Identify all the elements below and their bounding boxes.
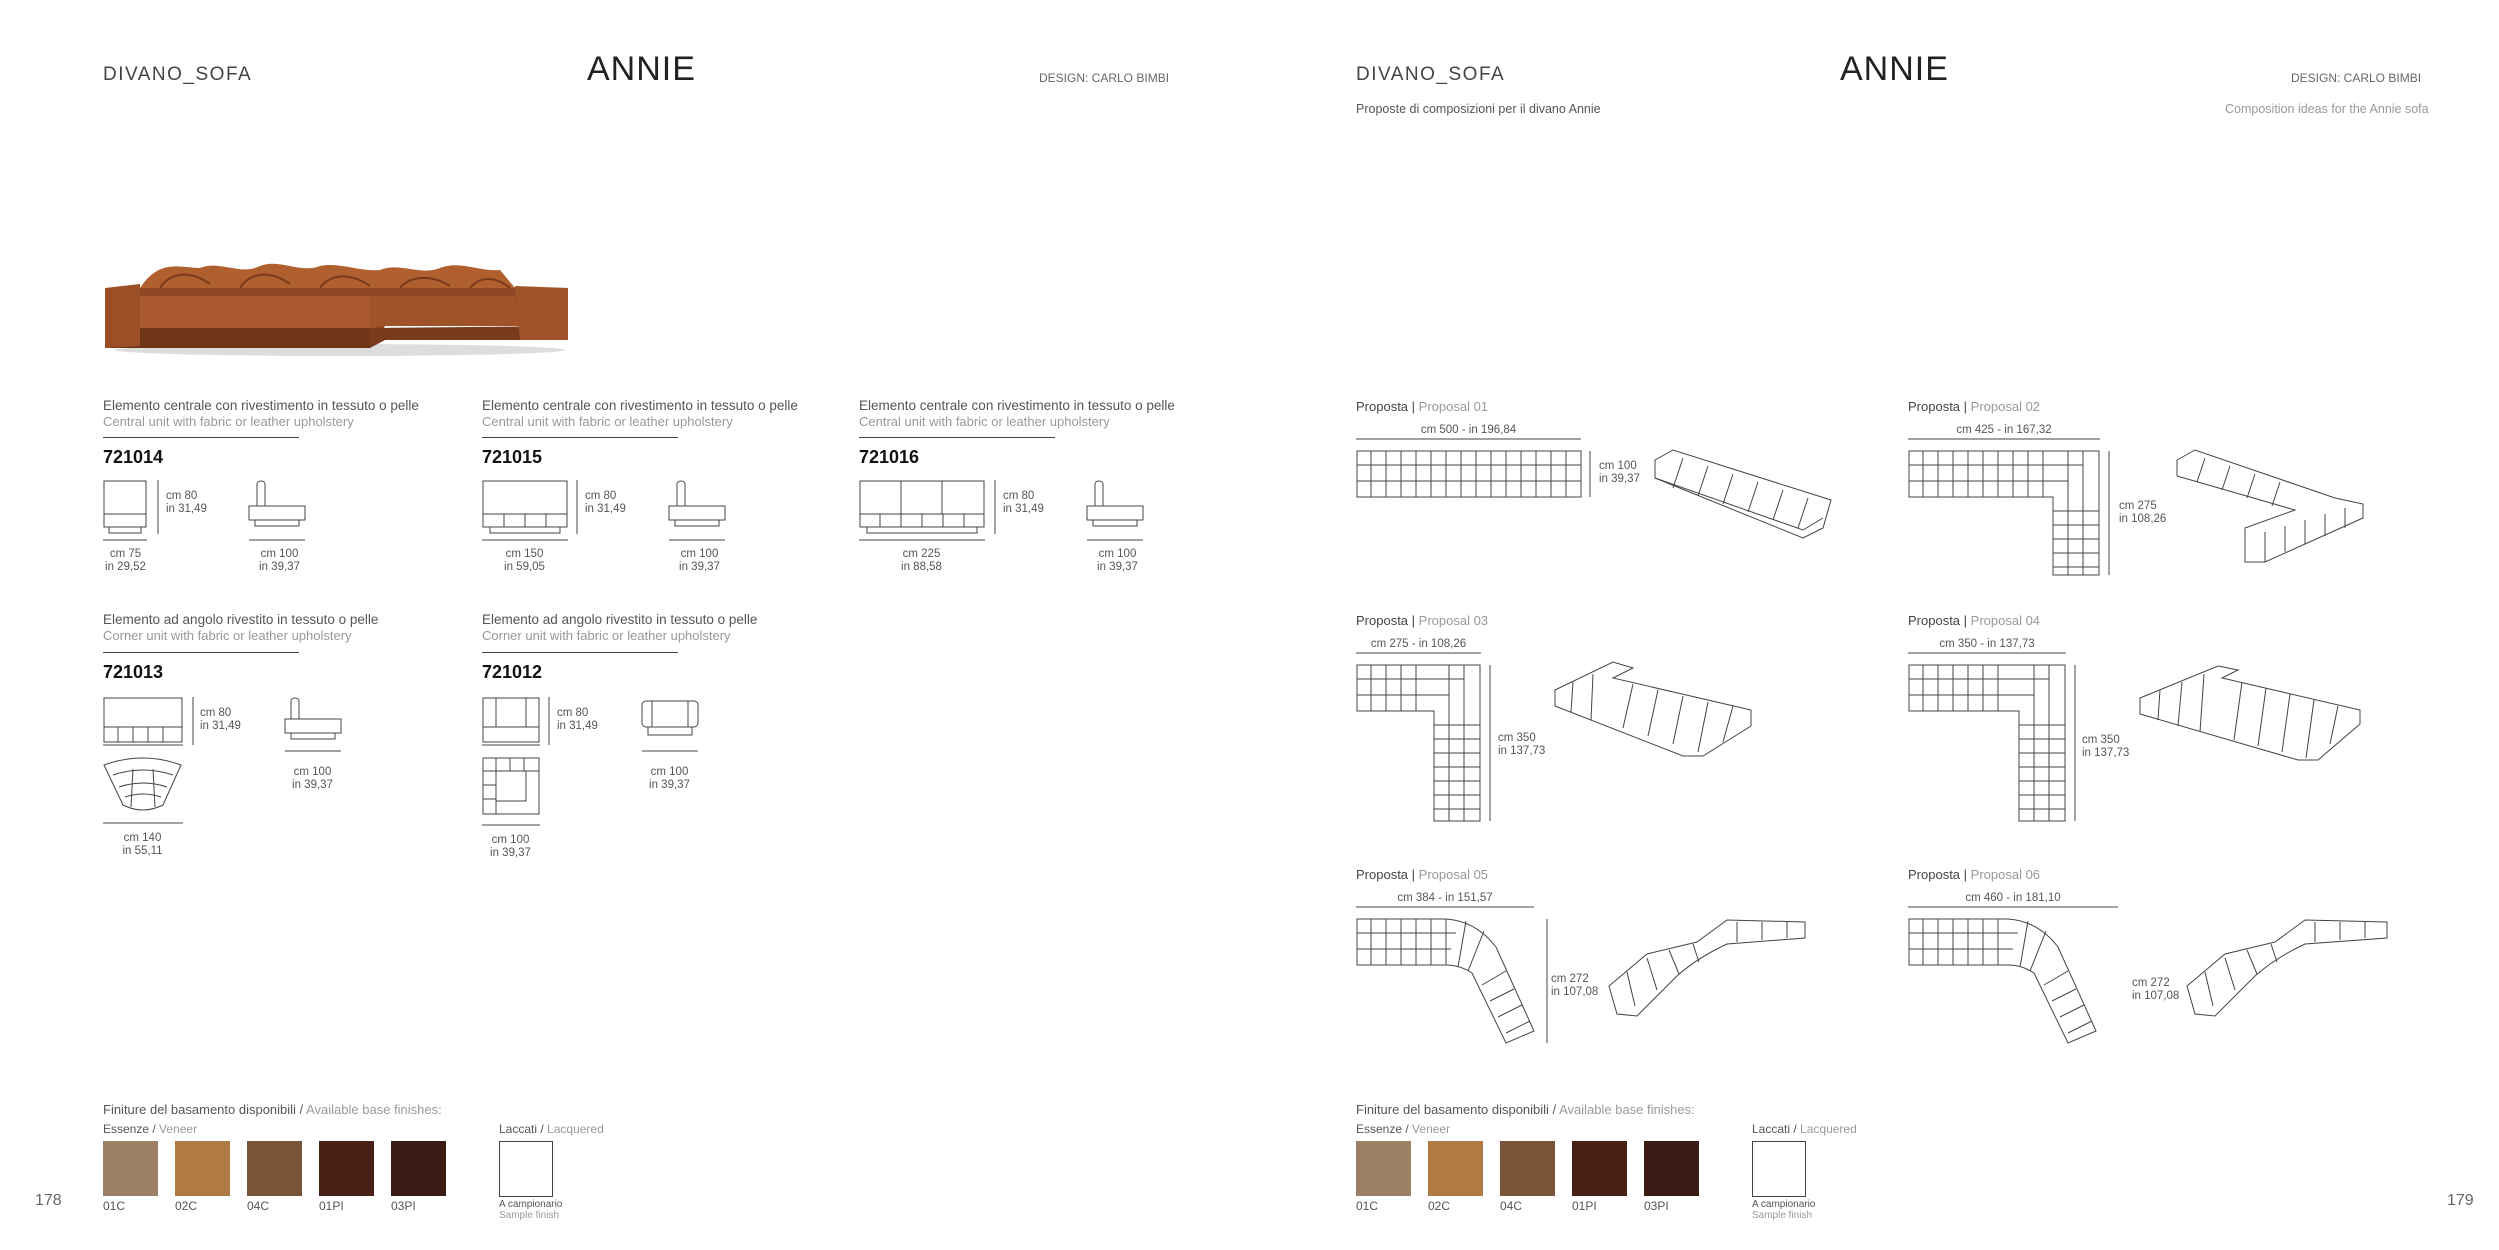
proposal-side-in: in 137,73: [1498, 745, 1546, 757]
proposal-side-cm: cm 272: [2132, 977, 2170, 989]
proposal-top-dim: cm 500 - in 196,84: [1420, 424, 1517, 436]
proposal-plan-drawing: [1356, 907, 1551, 1047]
finish-swatch-02c: [1428, 1141, 1483, 1196]
unit-height-cm: cm 80: [1003, 490, 1035, 502]
unit-front-drawing: [103, 697, 188, 747]
proposal-side-cm: cm 350: [1498, 732, 1536, 744]
finish-swatch-label: 02C: [1428, 1199, 1451, 1213]
unit-side-drawing: [1085, 480, 1147, 540]
unit-height-cm: cm 80: [166, 490, 198, 502]
proposal-plan-drawing: [1908, 907, 2113, 1047]
proposal-label: [1908, 399, 2040, 414]
unit-height-line: [190, 697, 200, 747]
page-number: 178: [35, 1192, 62, 1209]
page-number: 179: [2447, 1192, 2474, 1209]
sample-finish-it: A campionario: [499, 1199, 563, 1210]
finishes-title-en: Available base finishes:: [1559, 1102, 1695, 1117]
unit-desc-it: Elemento centrale con rivestimento in tessuto o pelle: [859, 398, 1175, 413]
proposal-label-it: Proposta |: [1356, 399, 1416, 414]
divider: [103, 652, 299, 653]
sofa-photo: [100, 248, 570, 358]
unit-width-cm: cm 75: [109, 548, 142, 560]
finish-swatch-01c: [103, 1141, 158, 1196]
unit-height-in: in 31,49: [166, 503, 207, 515]
lacquer-label: [1752, 1122, 1857, 1136]
unit-depth-cm: cm 100: [650, 766, 689, 778]
unit-code: 721013: [103, 662, 164, 682]
unit-desc-en: Central unit with fabric or leather upholstery: [859, 414, 1110, 429]
proposal-plan-drawing: [1908, 439, 2113, 579]
lacquer-swatch: [499, 1141, 553, 1197]
lacquer-label: [499, 1122, 604, 1136]
proposal-label-en: Proposal 05: [1418, 867, 1489, 882]
unit-code: 721016: [859, 447, 920, 467]
lacquer-label-it: Laccati /: [499, 1122, 544, 1136]
finish-swatch-label: 04C: [247, 1199, 270, 1213]
unit-desc-it: Elemento centrale con rivestimento in tessuto o pelle: [482, 398, 798, 413]
unit-width-cm: cm 150: [505, 548, 544, 560]
unit-depth-in: in 39,37: [292, 779, 333, 791]
unit-desc-en: Corner unit with fabric or leather upholstery: [482, 628, 731, 643]
unit-height-cm: cm 80: [585, 490, 617, 502]
right-page: [1250, 0, 2499, 1250]
proposal-label-it: Proposta |: [1908, 613, 1968, 628]
divider: [482, 652, 678, 653]
unit-side-drawing: [667, 480, 729, 540]
unit-depth-in: in 39,37: [1097, 561, 1138, 573]
finish-swatch-02c: [175, 1141, 230, 1196]
proposal-side-in: in 107,08: [1551, 986, 1599, 998]
unit-width-in: in 55,11: [122, 845, 163, 857]
unit-depth-in: in 39,37: [679, 561, 720, 573]
proposal-perspective-drawing: [1653, 448, 1833, 538]
unit-height-in: in 31,49: [585, 503, 626, 515]
proposal-side-cm: cm 100: [1599, 460, 1637, 472]
proposal-label-en: Proposal 01: [1418, 399, 1489, 414]
unit-front-drawing: [482, 697, 544, 747]
proposal-perspective-drawing: [1607, 918, 1807, 1018]
proposal-side-cm: cm 275: [2119, 500, 2157, 512]
proposal-label: [1908, 867, 2040, 882]
subtitle-en: Composition ideas for the Annie sofa: [2225, 102, 2429, 116]
unit-side-drawing: [640, 697, 702, 753]
finish-swatch-label: 03PI: [1644, 1199, 1669, 1213]
unit-height-in: in 31,49: [1003, 503, 1044, 515]
unit-side-drawing: [247, 480, 309, 540]
section-label: DIVANO_SOFA: [103, 64, 253, 85]
sample-finish-en: Sample finish: [499, 1210, 560, 1221]
unit-height-in: in 31,49: [557, 720, 598, 732]
proposal-plan-drawing: [1356, 653, 1496, 825]
proposal-side-cm: cm 350: [2082, 734, 2120, 746]
unit-code: 721015: [482, 447, 543, 467]
divider: [103, 437, 299, 438]
sample-finish-it: A campionario: [1752, 1199, 1816, 1210]
unit-width-in: in 88,58: [901, 561, 942, 573]
finish-swatch-03pi: [391, 1141, 446, 1196]
sample-finish: [499, 1199, 562, 1221]
section-label: DIVANO_SOFA: [1356, 64, 1506, 85]
finish-swatch-01c: [1356, 1141, 1411, 1196]
finish-swatch-01pi: [1572, 1141, 1627, 1196]
finishes-title-en: Available base finishes:: [306, 1102, 442, 1117]
unit-front-drawing: [859, 480, 989, 540]
proposal-top-dim: cm 384 - in 151,57: [1397, 892, 1493, 904]
finish-swatch-label: 01C: [1356, 1199, 1379, 1213]
unit-depth-cm: cm 100: [1098, 548, 1137, 560]
proposal-label-it: Proposta |: [1356, 867, 1416, 882]
product-title: ANNIE: [1840, 50, 1949, 88]
designer-label: DESIGN: CARLO BIMBI: [2291, 71, 2422, 85]
unit-height-cm: cm 80: [557, 707, 589, 719]
proposal-perspective-drawing: [2175, 448, 2365, 568]
proposal-label: [1908, 613, 2040, 628]
unit-depth-cm: cm 100: [293, 766, 332, 778]
proposal-perspective-drawing: [2138, 664, 2363, 764]
unit-depth-in: in 39,37: [259, 561, 300, 573]
proposal-side-in: in 39,37: [1599, 473, 1640, 485]
unit-height-line: [155, 480, 165, 535]
proposal-perspective-drawing: [2185, 918, 2390, 1018]
proposal-side-in: in 137,73: [2082, 747, 2130, 759]
proposal-label-it: Proposta |: [1908, 867, 1968, 882]
lacquer-swatch: [1752, 1141, 1806, 1197]
veneer-label-en: Veneer: [1412, 1122, 1451, 1136]
left-page: [0, 0, 1249, 1250]
proposal-label: [1356, 399, 1488, 414]
finish-swatch-04c: [1500, 1141, 1555, 1196]
finish-swatch-label: 02C: [175, 1199, 198, 1213]
proposal-top-dim: cm 460 - in 181,10: [1965, 892, 2061, 904]
finishes-title-it: Finiture del basamento disponibili /: [103, 1102, 304, 1117]
proposal-top-dim: cm 275 - in 108,26: [1370, 638, 1467, 650]
subtitle-it: Proposte di composizioni per il divano Annie: [1356, 102, 1601, 116]
unit-desc-it: Elemento ad angolo rivestito in tessuto o pelle: [482, 612, 758, 627]
proposal-label-en: Proposal 06: [1970, 867, 2041, 882]
unit-height-in: in 31,49: [200, 720, 241, 732]
unit-depth-cm: cm 100: [680, 548, 719, 560]
finish-swatch-label: 04C: [1500, 1199, 1523, 1213]
unit-desc-en: Corner unit with fabric or leather upholstery: [103, 628, 352, 643]
unit-width-cm: cm 100: [491, 834, 530, 846]
finish-swatch-04c: [247, 1141, 302, 1196]
finishes-title-it: Finiture del basamento disponibili /: [1356, 1102, 1557, 1117]
unit-side-drawing: [283, 697, 345, 753]
finish-swatch-label: 03PI: [391, 1199, 416, 1213]
lacquer-label-it: Laccati /: [1752, 1122, 1797, 1136]
proposal-perspective-drawing: [1553, 660, 1753, 760]
proposal-side-cm: cm 272: [1551, 973, 1589, 985]
proposal-top-dim: cm 425 - in 167,32: [1956, 424, 2052, 436]
lacquer-label-en: Lacquered: [547, 1122, 604, 1136]
unit-code: 721012: [482, 662, 543, 682]
veneer-label: [1356, 1122, 1450, 1136]
unit-width-in: in 29,52: [105, 561, 146, 573]
proposal-plan-drawing: [1356, 439, 1591, 501]
unit-desc-it: Elemento ad angolo rivestito in tessuto o pelle: [103, 612, 379, 627]
proposal-label-it: Proposta |: [1908, 399, 1968, 414]
unit-width-cm: cm 140: [123, 832, 162, 844]
unit-depth-in: in 39,37: [649, 779, 690, 791]
unit-height-line: [992, 480, 1002, 535]
unit-desc-it: Elemento centrale con rivestimento in tessuto o pelle: [103, 398, 419, 413]
divider: [859, 437, 1055, 438]
finish-swatch-03pi: [1644, 1141, 1699, 1196]
unit-height-line: [574, 480, 584, 535]
proposal-side-in: in 108,26: [2119, 513, 2167, 525]
unit-front-drawing: [103, 480, 163, 540]
finish-swatch-01pi: [319, 1141, 374, 1196]
veneer-label-it: Essenze /: [1356, 1122, 1409, 1136]
unit-height-line: [546, 697, 556, 747]
veneer-label: [103, 1122, 197, 1136]
finishes-title: [103, 1102, 442, 1117]
designer-label: DESIGN: CARLO BIMBI: [1039, 71, 1170, 85]
unit-height-cm: cm 80: [200, 707, 232, 719]
proposal-plan-drawing: [1908, 653, 2080, 825]
product-title: ANNIE: [587, 50, 696, 88]
finish-swatch-label: 01PI: [1572, 1199, 1597, 1213]
unit-plan-drawing: [482, 757, 542, 829]
finish-swatch-label: 01PI: [319, 1199, 344, 1213]
veneer-label-it: Essenze /: [103, 1122, 156, 1136]
proposal-label-it: Proposta |: [1356, 613, 1416, 628]
unit-width-in: in 59,05: [504, 561, 545, 573]
sample-finish: [1752, 1199, 1815, 1221]
proposal-label-en: Proposal 03: [1418, 613, 1489, 628]
unit-code: 721014: [103, 447, 164, 467]
lacquer-label-en: Lacquered: [1800, 1122, 1857, 1136]
proposal-top-dim: cm 350 - in 137,73: [1939, 638, 2035, 650]
sample-finish-en: Sample finish: [1752, 1210, 1813, 1221]
unit-width-in: in 39,37: [490, 847, 531, 859]
proposal-label: [1356, 613, 1488, 628]
unit-desc-en: Central unit with fabric or leather upholstery: [482, 414, 733, 429]
unit-width-cm: cm 225: [902, 548, 941, 560]
unit-plan-drawing: [103, 757, 185, 827]
proposal-label: [1356, 867, 1488, 882]
divider: [482, 437, 678, 438]
proposal-side-in: in 107,08: [2132, 990, 2180, 1002]
unit-desc-en: Central unit with fabric or leather upholstery: [103, 414, 354, 429]
finishes-title: [1356, 1102, 1695, 1117]
unit-depth-cm: cm 100: [260, 548, 299, 560]
proposal-label-en: Proposal 02: [1970, 399, 2041, 414]
proposal-label-en: Proposal 04: [1970, 613, 2041, 628]
unit-front-drawing: [482, 480, 572, 540]
veneer-label-en: Veneer: [159, 1122, 198, 1136]
finish-swatch-label: 01C: [103, 1199, 126, 1213]
